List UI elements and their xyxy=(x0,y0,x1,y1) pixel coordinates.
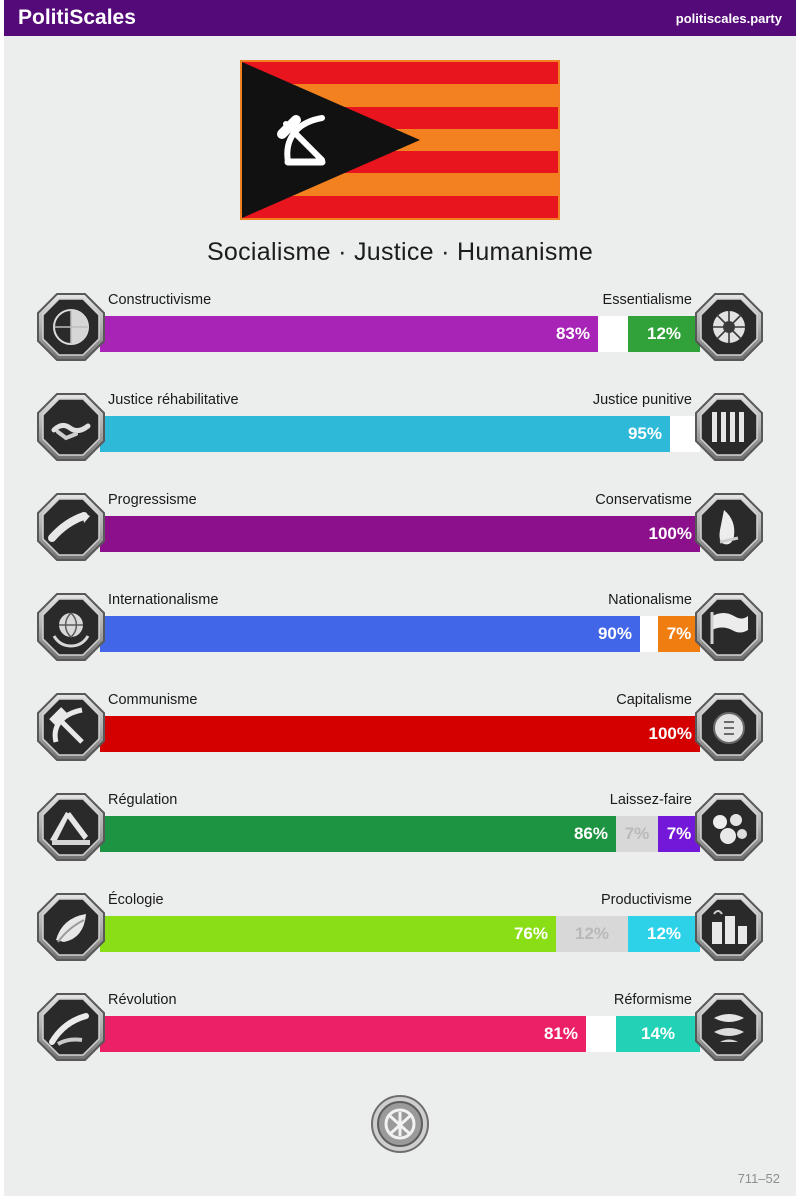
axes-list xyxy=(4,277,796,1077)
axis-right-label: Nationalisme xyxy=(608,592,692,608)
productivism-badge-r6 xyxy=(694,892,764,962)
rehabilitative-justice-badge xyxy=(36,392,106,462)
axis-bar xyxy=(100,416,700,452)
axis-labels xyxy=(108,892,692,908)
axis-body xyxy=(100,692,700,762)
axis-right-segment: 7% xyxy=(658,816,700,852)
axis-left-segment: 95% xyxy=(100,416,670,452)
punitive-justice-badge xyxy=(694,392,764,462)
axis-right-segment: 12% xyxy=(628,316,700,352)
axis-left-segment: 81% xyxy=(100,1016,586,1052)
axis-row xyxy=(4,877,796,977)
ecology-badge xyxy=(36,892,106,962)
axis-bar xyxy=(100,916,700,952)
revolution-badge xyxy=(36,992,106,1062)
progressivism-badge xyxy=(36,492,106,562)
app-header xyxy=(4,0,796,36)
axis-row xyxy=(4,377,796,477)
axis-labels xyxy=(108,292,692,308)
conservatism-badge-r2 xyxy=(694,492,764,562)
axis-row xyxy=(4,277,796,377)
progressivism-badge-l2 xyxy=(36,492,106,562)
axis-left-label: Écologie xyxy=(108,892,164,908)
axis-bar xyxy=(100,716,700,752)
axis-row xyxy=(4,577,796,677)
axis-right-label: Laissez-faire xyxy=(609,792,692,808)
axis-right-label: Justice punitive xyxy=(592,392,692,408)
axis-left-segment: 76% xyxy=(100,916,556,952)
axis-labels xyxy=(108,692,692,708)
internationalism-badge xyxy=(36,592,106,662)
axis-right-segment: 7% xyxy=(658,616,700,652)
ecology-badge-l6 xyxy=(36,892,106,962)
axis-right-label: Conservatisme xyxy=(595,492,692,508)
axis-bar xyxy=(100,516,700,552)
axis-neutral-segment xyxy=(586,1016,616,1052)
axis-right-label: Capitalisme xyxy=(616,692,692,708)
axis-body xyxy=(100,492,700,562)
axis-neutral-segment xyxy=(598,316,628,352)
anarcho-communist-flag xyxy=(240,60,560,220)
nationalism-badge-r3 xyxy=(694,592,764,662)
axis-left-label: Justice réhabilitative xyxy=(108,392,239,408)
page-footer xyxy=(4,1086,796,1196)
axis-row xyxy=(4,477,796,577)
axis-neutral-segment: 7% xyxy=(616,816,658,852)
laissez-faire-badge-r5 xyxy=(694,792,764,862)
axis-left-label: Progressisme xyxy=(108,492,197,508)
reformism-badge-r7 xyxy=(694,992,764,1062)
result-motto: Socialisme · Justice · Humanisme xyxy=(206,238,594,266)
flag-container xyxy=(4,60,796,220)
axis-body xyxy=(100,792,700,862)
constructivism-badge xyxy=(36,292,106,362)
axis-left-segment: 83% xyxy=(100,316,598,352)
conservatism-badge xyxy=(694,492,764,562)
axis-bar xyxy=(100,616,700,652)
axis-bar xyxy=(100,1016,700,1052)
axis-right-label: Productivisme xyxy=(600,892,692,908)
reformism-badge xyxy=(694,992,764,1062)
regulation-badge xyxy=(36,792,106,862)
axis-bar xyxy=(100,816,700,852)
axis-labels xyxy=(108,992,692,1008)
axis-row xyxy=(4,677,796,777)
axis-row xyxy=(4,977,796,1077)
essentialism-badge xyxy=(694,292,764,362)
axis-left-label: Révolution xyxy=(108,992,177,1008)
axis-left-segment: 100% xyxy=(100,716,700,752)
axis-right-label: Essentialisme xyxy=(602,292,692,308)
axis-left-label: Régulation xyxy=(108,792,178,808)
axis-right-segment: 12% xyxy=(628,916,700,952)
hammer-and-sickle-icon xyxy=(276,112,336,168)
laissez-faire-badge xyxy=(694,792,764,862)
axis-right-segment: 14% xyxy=(616,1016,700,1052)
app-title: PolitiScales xyxy=(18,6,136,29)
axis-left-segment: 100% xyxy=(100,516,700,552)
axis-body xyxy=(100,892,700,962)
revolution-badge-l7 xyxy=(36,992,106,1062)
axis-row xyxy=(4,777,796,877)
internationalism-badge-l3 xyxy=(36,592,106,662)
axis-neutral-segment xyxy=(640,616,658,652)
capitalism-badge-r4 xyxy=(694,692,764,762)
axis-body xyxy=(100,392,700,462)
axis-left-segment: 86% xyxy=(100,816,616,852)
regulation-badge-l5 xyxy=(36,792,106,862)
axis-bar xyxy=(100,316,700,352)
axis-labels xyxy=(108,492,692,508)
nationalism-badge xyxy=(694,592,764,662)
constructivism-badge-l0 xyxy=(36,292,106,362)
site-url: politiscales.party xyxy=(675,10,782,26)
punitive-justice-badge-r1 xyxy=(694,392,764,462)
axis-right-label: Réformisme xyxy=(613,992,692,1008)
axis-left-label: Internationalisme xyxy=(108,592,219,608)
axis-labels xyxy=(108,792,692,808)
axis-labels xyxy=(108,592,692,608)
axis-left-segment: 90% xyxy=(100,616,640,652)
axis-labels xyxy=(108,392,692,408)
capitalism-badge xyxy=(694,692,764,762)
productivism-badge xyxy=(694,892,764,962)
communism-badge-l4 xyxy=(36,692,106,762)
axis-body xyxy=(100,992,700,1062)
communism-badge xyxy=(36,692,106,762)
axis-left-label: Communisme xyxy=(108,692,198,708)
serial-number: 711–52 xyxy=(737,1171,780,1186)
axis-left-label: Constructivisme xyxy=(108,292,212,308)
rehabilitative-justice-badge-l1 xyxy=(36,392,106,462)
anarchy-emblem-icon xyxy=(370,1094,430,1154)
axis-body xyxy=(100,292,700,362)
axis-neutral-segment: 12% xyxy=(556,916,628,952)
essentialism-badge-r0 xyxy=(694,292,764,362)
axis-body xyxy=(100,592,700,662)
